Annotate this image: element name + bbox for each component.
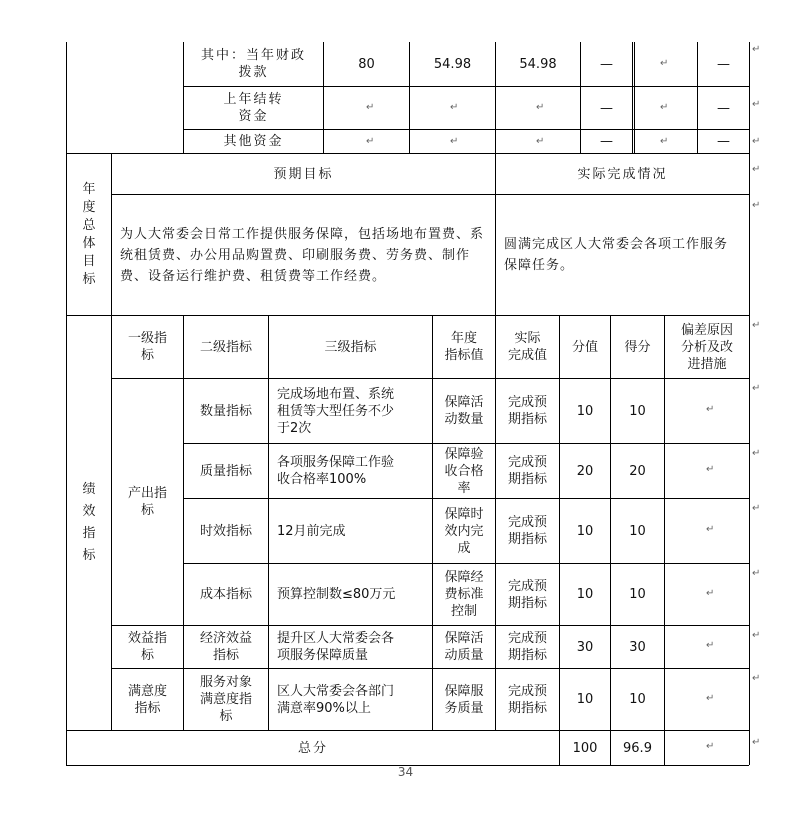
paragraph-mark: ↵ (536, 102, 545, 113)
actual-status-header: 实际完成情况 (577, 166, 668, 182)
row3-score: 10 (629, 587, 646, 602)
group-output: 产出指 标 (127, 486, 167, 518)
row1-level2: 质量指标 (199, 463, 252, 479)
page-number: 34 (397, 765, 414, 779)
paragraph-mark: ↵ (752, 737, 761, 748)
paragraph-mark: ↵ (536, 136, 545, 147)
total-label: 总分 (297, 740, 328, 756)
paragraph-mark: ↵ (752, 99, 761, 110)
row5-score: 10 (629, 692, 646, 707)
paragraph-mark: ↵ (752, 136, 761, 147)
row2-level3: 12月前完成 (277, 523, 346, 539)
funding-row3-label: 其他资金 (223, 134, 284, 149)
paragraph-mark: ↵ (706, 464, 715, 475)
header-level2: 二级指标 (199, 339, 252, 355)
row1-annual: 保障验 收合格 率 (444, 446, 484, 496)
header-level3: 三级指标 (324, 339, 377, 355)
expected-goal-header: 预期目标 (273, 166, 334, 182)
header-deviation: 偏差原因 分析及改 进措施 (680, 322, 733, 372)
paragraph-mark: ↵ (752, 630, 761, 641)
row0-level3: 完成场地布置、系统 租赁等大型任务不少 于2次 (277, 386, 395, 436)
paragraph-mark: ↵ (706, 588, 715, 599)
row4-score: 30 (629, 639, 646, 655)
paragraph-mark: ↵ (660, 58, 669, 69)
annual-goal-side-label: 年 度 总 体 目 标 (82, 181, 96, 287)
header-annual-value: 年度 指标值 (444, 331, 484, 363)
funding-row1-label: 其中：当年财政 拨款 (200, 48, 306, 80)
row5-actual: 完成预 期指标 (507, 683, 547, 716)
row2-level2: 时效指标 (199, 523, 252, 539)
funding-row1-col3: 54.98 (519, 56, 557, 72)
row4-actual: 完成预 期指标 (507, 631, 547, 663)
funding-row1-col1: 80 (358, 56, 375, 72)
row4-level2: 经济效益 指标 (199, 631, 252, 663)
paragraph-mark: ↵ (660, 102, 669, 113)
total-value: 100 (572, 740, 598, 756)
paragraph-mark: ↵ (706, 741, 715, 752)
paragraph-mark: ↵ (366, 102, 375, 113)
row3-annual: 保障经 费标准 控制 (444, 570, 484, 619)
paragraph-mark: ↵ (706, 524, 715, 535)
paragraph-mark: ↵ (752, 568, 761, 579)
row3-level3: 预算控制数≤80万元 (277, 587, 396, 602)
paragraph-mark: ↵ (752, 44, 761, 55)
paragraph-mark: ↵ (752, 448, 761, 459)
header-score-value: 分值 (571, 339, 598, 355)
row0-annual: 保障活 动数量 (444, 395, 484, 427)
header-level1: 一级指 标 (127, 331, 167, 363)
performance-side-label: 绩 效 指 标 (82, 482, 96, 563)
row4-level3: 提升区人大常委会各 项服务保障质量 (277, 631, 395, 663)
row2-annual: 保障时 效内完 成 (444, 506, 484, 556)
total-score: 96.9 (623, 740, 652, 756)
paragraph-mark: ↵ (706, 640, 715, 651)
paragraph-mark: ↵ (752, 200, 761, 211)
funding-row1-col2: 54.98 (433, 56, 472, 72)
paragraph-mark: ↵ (752, 164, 761, 175)
actual-status-text: 圆满完成区人大常委会各项工作服务保障任务。 (504, 237, 729, 273)
row1-level3: 各项服务保障工作验 收合格率100% (277, 455, 395, 487)
paragraph-mark: ↵ (450, 102, 459, 113)
paragraph-mark: ↵ (450, 136, 459, 147)
row4-annual: 保障活 动质量 (444, 631, 484, 663)
funding-row2-label: 上年结转 资金 (223, 92, 284, 124)
row3-level2: 成本指标 (199, 587, 252, 602)
row5-level3: 区人大常委会各部门 满意率90%以上 (277, 683, 395, 716)
row0-score: 10 (629, 403, 646, 419)
group-benefit: 效益指 标 (127, 631, 167, 663)
row0-value: 10 (576, 403, 594, 419)
funding-row1-col4: — (600, 56, 613, 72)
row2-value: 10 (576, 523, 594, 539)
row1-score: 20 (629, 463, 646, 479)
funding-row2-col6: — (717, 100, 730, 116)
header-actual-value: 实际 完成值 (507, 331, 547, 363)
funding-row3-col6: — (717, 134, 730, 149)
funding-row2-col4: — (600, 100, 613, 116)
paragraph-mark: ↵ (366, 136, 375, 147)
funding-row1-col6: — (717, 56, 730, 72)
row1-actual: 完成预 期指标 (507, 455, 547, 487)
row0-actual: 完成预 期指标 (507, 395, 547, 427)
row3-value: 10 (576, 587, 594, 602)
header-score: 得分 (624, 339, 651, 355)
paragraph-mark: ↵ (706, 693, 715, 704)
funding-row3-col4: — (600, 134, 613, 149)
paragraph-mark: ↵ (752, 320, 761, 331)
row3-actual: 完成预 期指标 (507, 578, 547, 611)
row1-value: 20 (576, 463, 594, 479)
row0-level2: 数量指标 (199, 403, 252, 419)
paragraph-mark: ↵ (752, 383, 761, 394)
expected-goal-text: 为人大常委会日常工作提供服务保障，包括场地布置费、系统租赁费、办公用品购置费、印刷服务费、劳务费、制作费、设备运行维护费、租赁费等工作经费。 (120, 226, 485, 284)
row5-value: 10 (576, 692, 594, 707)
row2-actual: 完成预 期指标 (507, 515, 547, 547)
row5-level2: 服务对象 满意度指 标 (199, 675, 252, 724)
row4-value: 30 (576, 639, 594, 655)
group-satisfaction: 满意度 指标 (127, 683, 167, 716)
row5-annual: 保障服 务质量 (444, 683, 484, 716)
row2-score: 10 (629, 523, 646, 539)
paragraph-mark: ↵ (660, 136, 669, 147)
paragraph-mark: ↵ (752, 503, 761, 514)
paragraph-mark: ↵ (706, 404, 715, 415)
paragraph-mark: ↵ (752, 673, 761, 684)
